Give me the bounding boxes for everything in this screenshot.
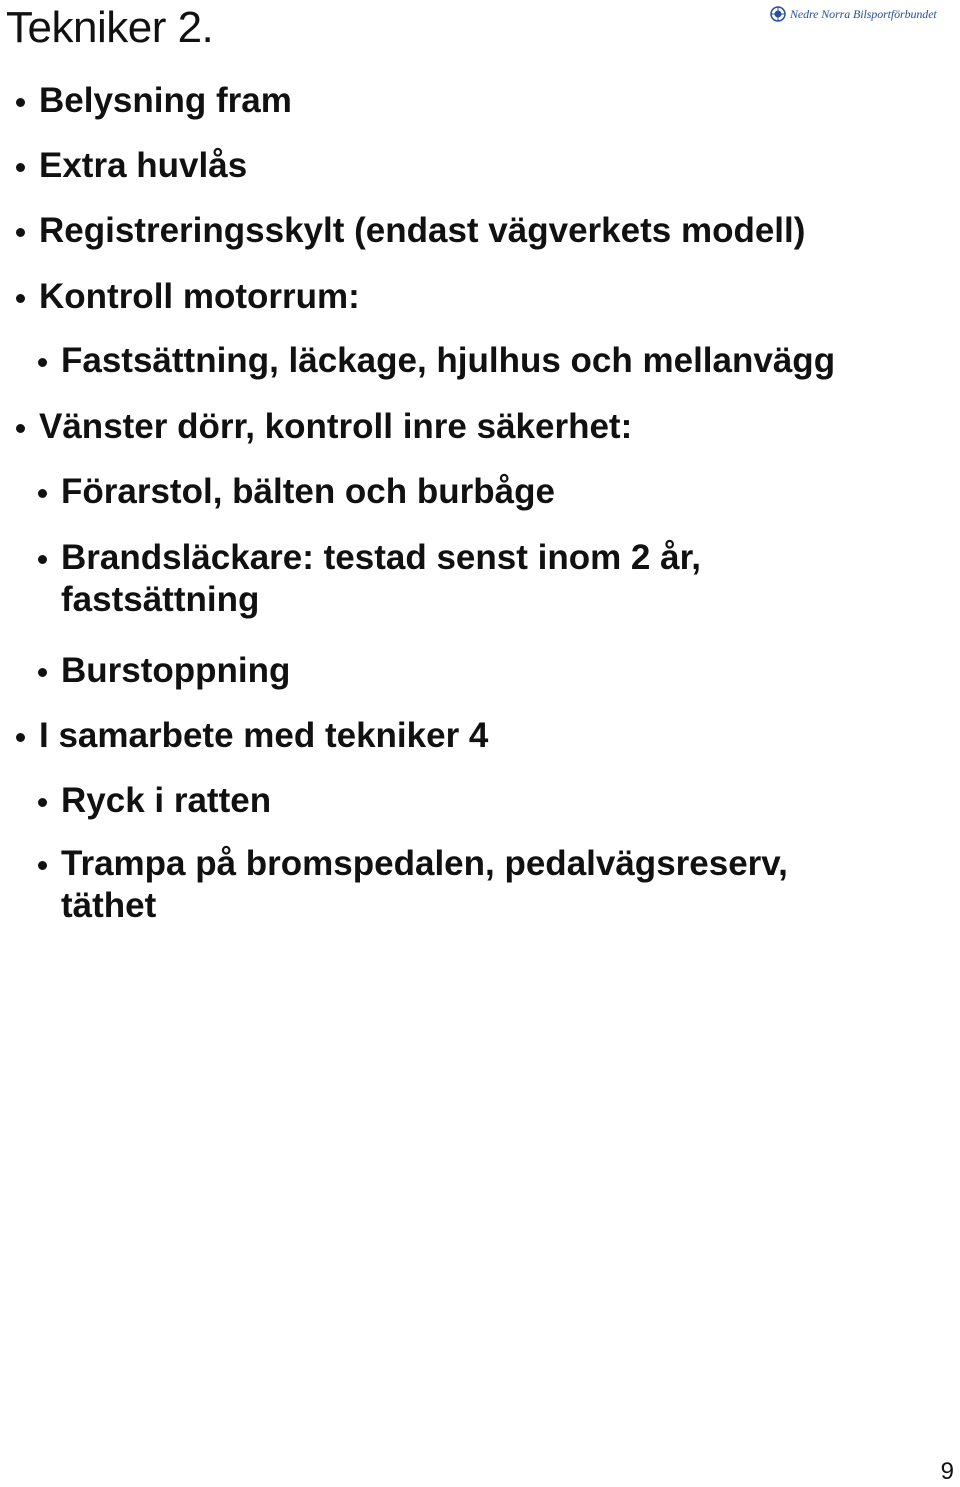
sub-bullet-item bbox=[38, 780, 888, 822]
bullet-text: Burstoppning bbox=[61, 651, 291, 690]
bullet-text: I samarbete med tekniker 4 bbox=[39, 716, 489, 755]
bullet-dot-icon bbox=[16, 294, 25, 303]
bullet-dot-icon bbox=[38, 668, 47, 677]
bullet-item bbox=[16, 145, 936, 187]
bullet-text: Registreringsskylt (endast vägverkets modell) bbox=[39, 211, 806, 250]
bullet-dot-icon bbox=[38, 358, 47, 367]
bullet-dot-icon bbox=[16, 98, 25, 107]
bullet-text: Trampa på bromspedalen, pedalvägsreserv, täthet bbox=[61, 844, 788, 925]
bullet-text: Vänster dörr, kontroll inre säkerhet: bbox=[39, 407, 633, 446]
sub-bullet-item bbox=[38, 340, 888, 382]
bullet-dot-icon bbox=[16, 733, 25, 742]
bullet-item bbox=[16, 210, 936, 252]
page-number: 9 bbox=[940, 1458, 954, 1485]
sub-bullet-item bbox=[38, 650, 888, 692]
bullet-item bbox=[16, 715, 936, 757]
logo bbox=[770, 6, 937, 22]
logo-text: Nedre Norra Bilsportförbundet bbox=[790, 6, 937, 21]
bullet-dot-icon bbox=[16, 228, 25, 237]
bullet-dot-icon bbox=[16, 163, 25, 172]
bullet-text: Fastsättning, läckage, hjulhus och mellanvägg bbox=[61, 341, 836, 380]
bullet-dot-icon bbox=[38, 861, 47, 870]
bullet-text: Kontroll motorrum: bbox=[39, 277, 360, 316]
bullet-text: Brandsläckare: testad senst inom 2 år, fastsättning bbox=[61, 538, 701, 619]
bullet-text: Ryck i ratten bbox=[61, 781, 272, 820]
bullet-item bbox=[16, 80, 936, 122]
sub-bullet-item bbox=[38, 471, 888, 513]
bullet-dot-icon bbox=[38, 555, 47, 564]
bullet-dot-icon bbox=[38, 489, 47, 498]
bullet-text: Belysning fram bbox=[39, 81, 292, 120]
logo-emblem-icon bbox=[770, 6, 786, 22]
bullet-item bbox=[16, 406, 936, 448]
slide-title: Tekniker 2. bbox=[6, 3, 214, 52]
bullet-text: Extra huvlås bbox=[39, 146, 248, 185]
bullet-text: Förarstol, bälten och burbåge bbox=[61, 472, 555, 511]
bullet-dot-icon bbox=[16, 424, 25, 433]
bullet-item bbox=[16, 276, 936, 318]
sub-bullet-item bbox=[38, 843, 838, 927]
bullet-dot-icon bbox=[38, 798, 47, 807]
sub-bullet-item bbox=[38, 537, 798, 621]
